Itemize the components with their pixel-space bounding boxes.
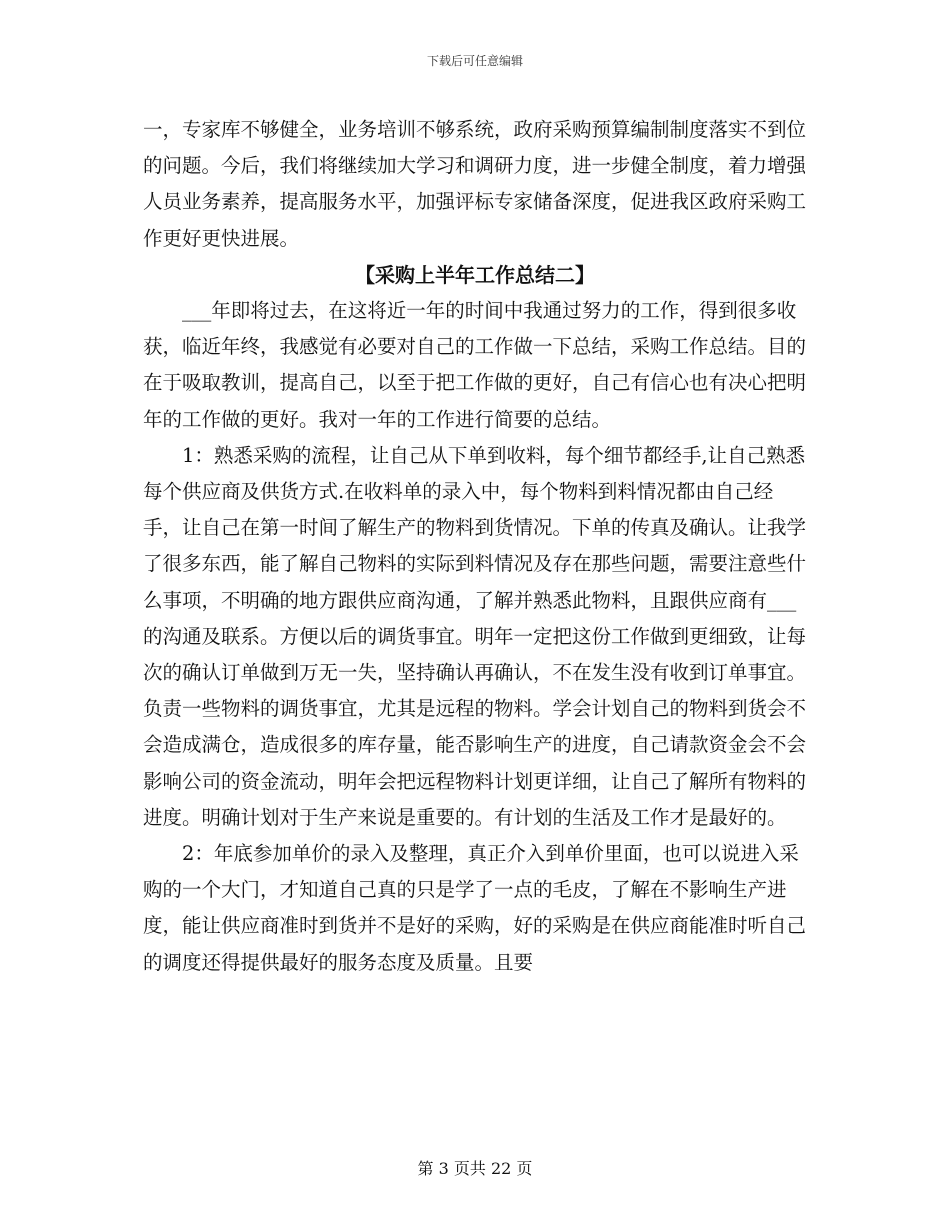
page-header: 下载后可任意编辑 — [426, 54, 523, 68]
paragraph-point-1: 1：熟悉采购的流程，让自己从下单到收料，每个细节都经手,让自己熟悉每个供应商及供货方式.在收料单的录入中，每个物料到料情况都由自己经手，让自己在第一时间了解生产的物料到货情况。下单的传真及确认。让我学了很多东西，能了解自己物料的实际到料情况及存在那些问题，需要注意些什么事项，不明确的地方跟供应商沟通，了解并熟悉此物料，且跟供应商有___的沟通及联系。方便以后的调货事宜。明年一定把这份工作做到更细致，让每次的确认订单做到万无一失，坚持确认再确认，不在发生没有收到订单事宜。负责一些物料的调货事宜，尤其是远程的物料。学会计划自己的物料到货会不会造成满仓，造成很多的库存量，能否影响生产的进度，自己请款资金会不会影响公司的资金流动，明年会把远程物料计划更详细，让自己了解所有物料的进度。明确计划对于生产来说是重要的。有计划的生活及工作才是最好的。 — [143, 443, 807, 829]
paragraph-point-2: 2：年底参加单价的录入及整理，真正介入到单价里面，也可以说进入采购的一个大门，才知道自己真的只是学了一点的毛皮，了解在不影响生产进度，能让供应商准时到货并不是好的采购，好的采购是在供应商能准时听自己的调度还得提供最好的服务态度及质量。且要 — [143, 842, 807, 974]
section-heading: 【采购上半年工作总结二】 — [355, 262, 595, 287]
paragraph-intro: ___年即将过去，在这将近一年的时间中我通过努力的工作，得到很多收获，临近年终，我感觉有必要对自己的工作做一下总结，采购工作总结。目的在于吸取教训，提高自己，以至于把工作做的更好，自己有信心也有决心把明年的工作做的更好。我对一年的工作进行简要的总结。 — [143, 299, 807, 431]
paragraph-continuation: 一，专家库不够健全，业务培训不够系统，政府采购预算编制制度落实不到位的问题。今后，我们将继续加大学习和调研力度，进一步健全制度，着力增强人员业务素养，提高服务水平，加强评标专家储备深度，促进我区政府采购工作更好更快进展。 — [143, 118, 807, 250]
page-footer: 第 3 页共 22 页 — [417, 1159, 533, 1178]
document-body — [143, 112, 807, 981]
